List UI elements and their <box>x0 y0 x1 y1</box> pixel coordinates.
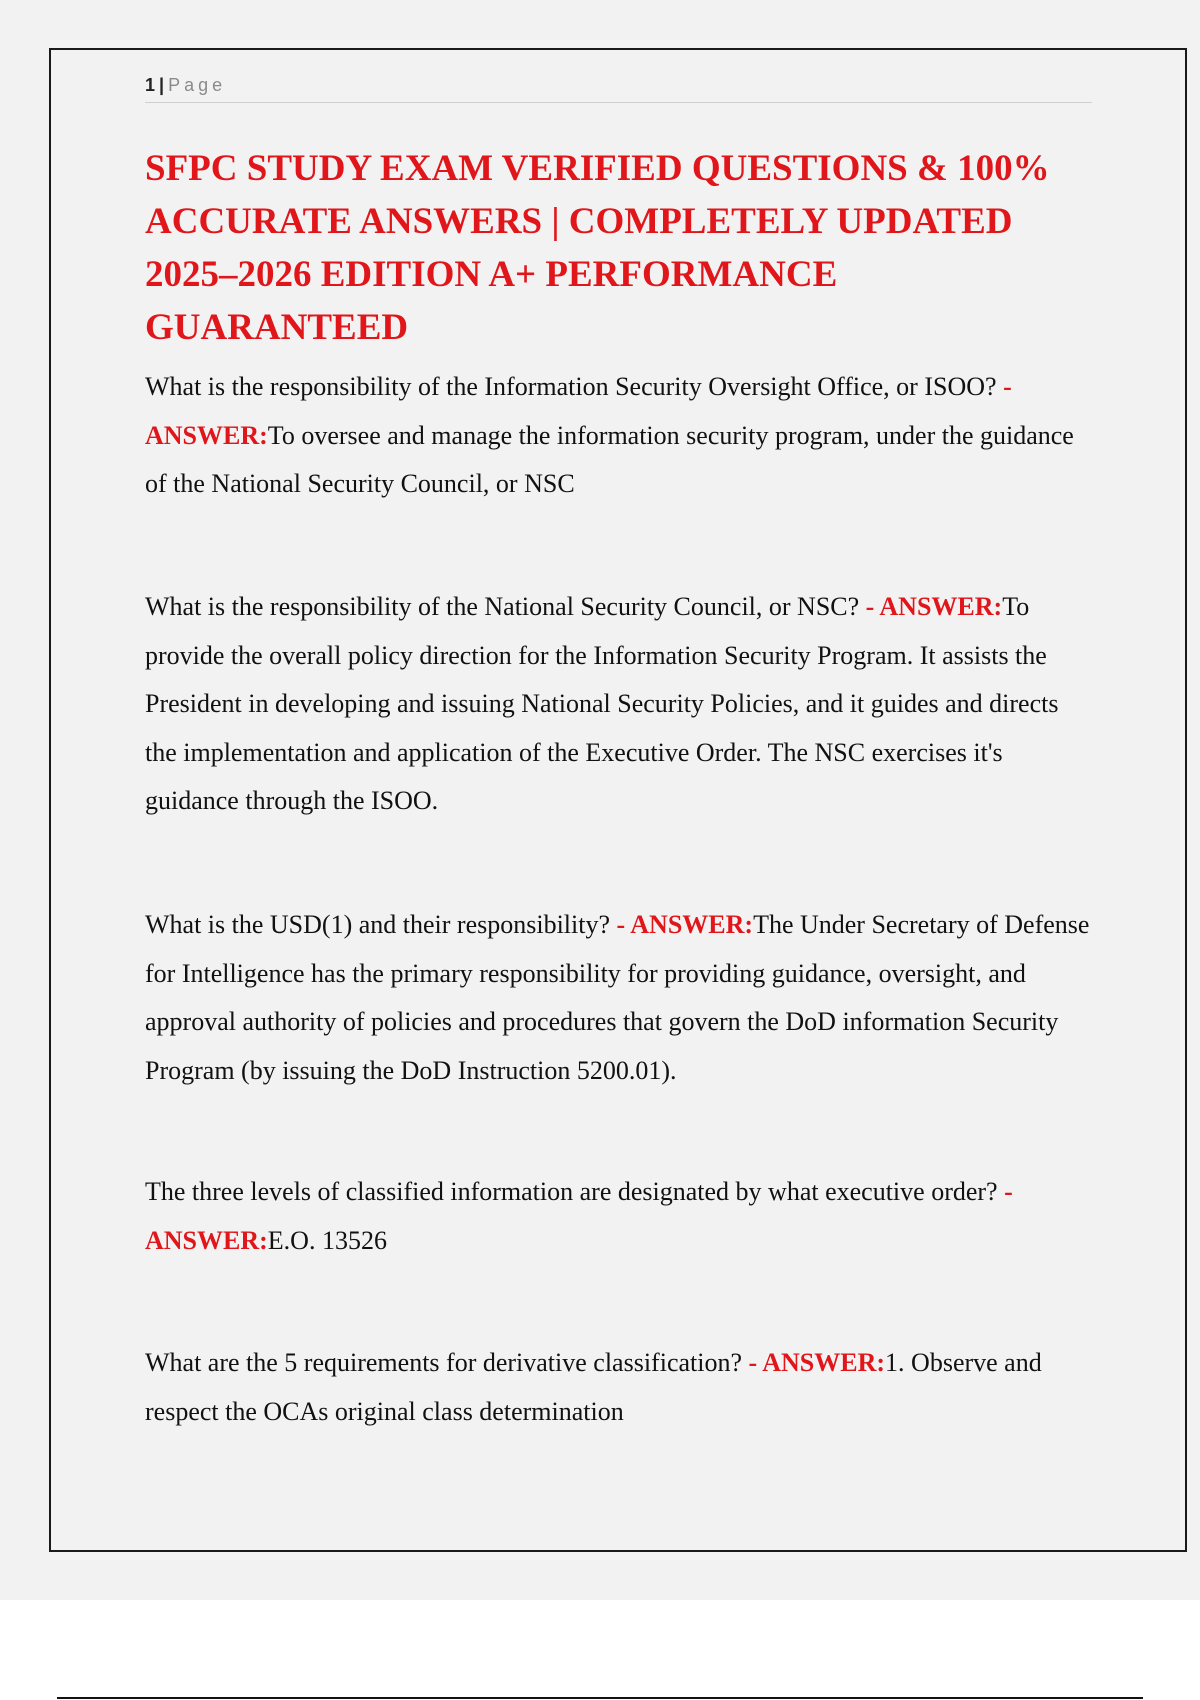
question-text: The three levels of classified information are designated by what executive order? <box>145 1177 998 1206</box>
answer-label: ANSWER: <box>762 1348 886 1377</box>
qa-item-1 <box>145 363 1095 509</box>
answer-text: E.O. 13526 <box>267 1225 387 1255</box>
question-text: What is the USD(1) and their responsibility? <box>145 910 611 939</box>
qa-item-5 <box>145 1339 1095 1436</box>
qa-item-2 <box>145 583 1095 826</box>
page-word: Page <box>168 75 227 95</box>
question-text: What is the responsibility of the Information Security Oversight Office, or ISOO? <box>145 372 997 401</box>
question-text: What is the responsibility of the National Security Council, or NSC? <box>145 592 860 621</box>
qa-item-3 <box>145 901 1095 1095</box>
answer-separator: - <box>997 1177 1013 1206</box>
question-text: What are the 5 requirements for derivative classification? <box>145 1348 743 1377</box>
answer-separator: - <box>859 592 880 621</box>
answer-text: To provide the overall policy direction for the Information Security Program. It assists the President in developing and issuing National Security Policies, and it guides and directs the implementation and application of the Executive Order. The NSC exercises it's guidance through the ISOO. <box>145 592 1059 815</box>
document-title: SFPC STUDY EXAM VERIFIED QUESTIONS & 100% ACCURATE ANSWERS | COMPLETELY UPDATED 2025–2026 EDITION A+ PERFORMANCE GUARANTEED <box>145 148 1050 348</box>
answer-text: To oversee and manage the information security program, under the guidance of the National Security Council, or NSC <box>145 420 1074 498</box>
answer-separator: - <box>742 1348 763 1377</box>
answer-separator: - <box>996 372 1012 401</box>
answer-label: ANSWER: <box>630 910 754 939</box>
answer-text: 1. Observe and respect the OCAs original class determination <box>145 1348 1042 1426</box>
page-header <box>145 72 1092 103</box>
page-number: 1 <box>145 75 156 95</box>
answer-separator: - <box>610 910 631 939</box>
answer-label: ANSWER: <box>145 420 268 450</box>
answer-label: ANSWER: <box>145 1225 268 1255</box>
bottom-rule <box>57 1697 1143 1699</box>
page-separator: | <box>159 75 165 95</box>
answer-label: ANSWER: <box>879 592 1003 621</box>
qa-item-4 <box>145 1168 1095 1265</box>
answer-text: The Under Secretary of Defense for Intelligence has the primary responsibility for providing guidance, oversight, and approval authority of policies and procedures that govern the DoD information Security Program (by issuing the DoD Instruction 5200.01). <box>145 910 1090 1085</box>
